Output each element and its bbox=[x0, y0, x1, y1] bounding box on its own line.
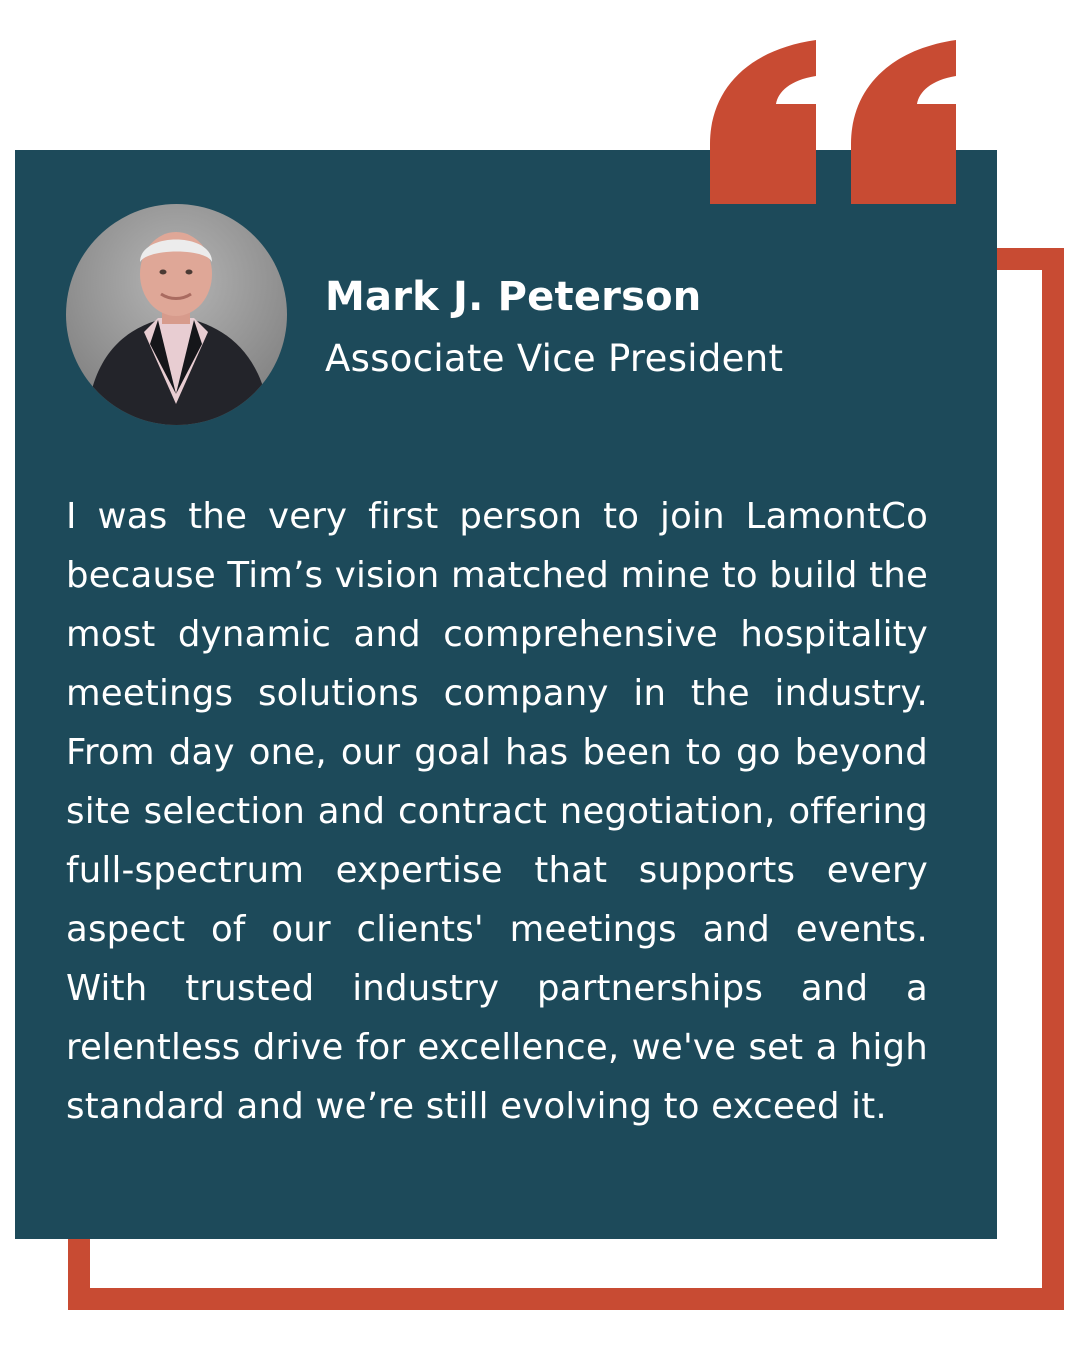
avatar bbox=[66, 204, 287, 425]
testimonial-quote: I was the very first person to join LamontCo because Tim’s vision matched mine to build the most dynamic and comprehensive hospitality meetings solutions company in the industry. From day one, our goal has been to go beyond site selection and contract negotiation, offering full-spectrum expertise that supports every aspect of our clients' meetings and events. With trusted industry partnerships and a relentless drive for excellence, we've set a high standard and we’re still evolving to exceed it. bbox=[66, 496, 928, 1127]
person-name: Mark J. Peterson bbox=[325, 274, 702, 320]
person-title: Associate Vice President bbox=[325, 337, 784, 380]
quotation-mark-icon bbox=[706, 36, 962, 206]
